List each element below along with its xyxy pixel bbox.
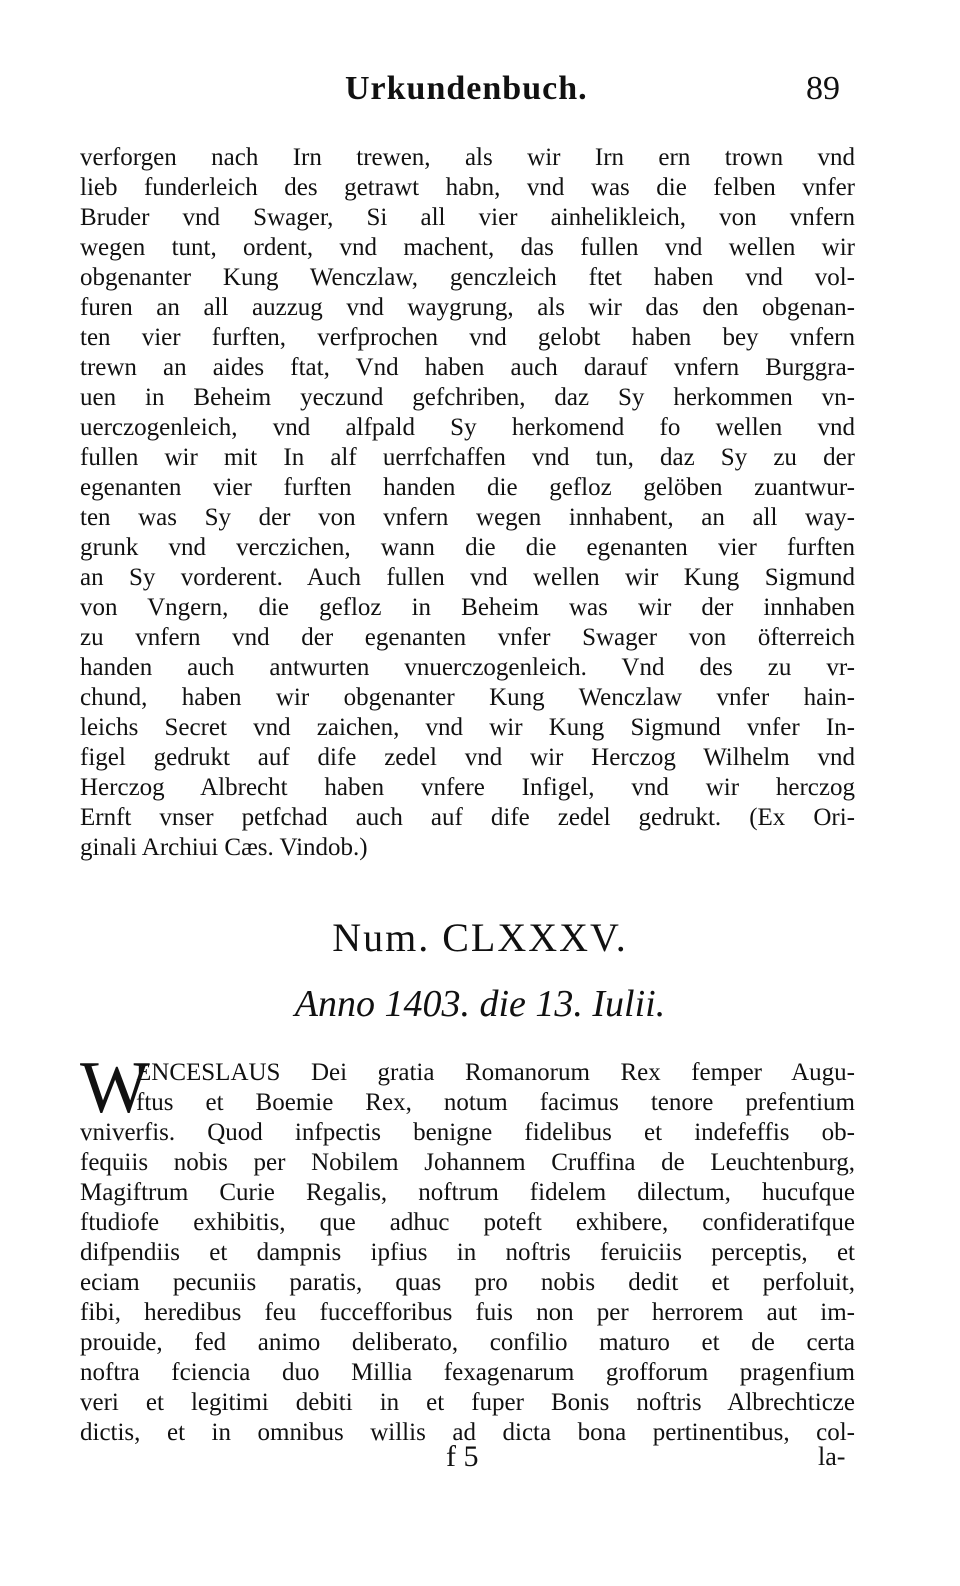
text-line: ten vier furften, verfprochen vnd gelobt haben bey vnfern bbox=[80, 324, 855, 351]
text-line: difpendiis et dampnis ipfius in noftris feruiciis perceptis, et bbox=[80, 1239, 855, 1266]
text-line: ten was Sy der von vnfern wegen innhabent, an all way- bbox=[80, 504, 855, 531]
text-line: obgenanter Kung Wenczlaw, genczleich ftet haben vnd vol- bbox=[80, 264, 855, 291]
text-line: noftra fciencia duo Millia fexagenarum grofforum pragenfium bbox=[80, 1359, 855, 1386]
text-line: ginali Archiui Cæs. Vindob.) bbox=[80, 834, 368, 861]
section-number-heading: Num. CLXXXV. bbox=[332, 915, 628, 960]
text-line: prouide, fed animo deliberato, confilio maturo et de certa bbox=[80, 1329, 855, 1356]
text-line: trewn an aides ftat, Vnd haben auch darauf vnfern Burggra- bbox=[80, 354, 855, 381]
text-line: Herczog Albrecht haben vnfere Infigel, vnd wir herczog bbox=[80, 774, 855, 801]
text-line: Bruder vnd Swager, Si all vier ainhelikleich, von vnfern bbox=[80, 204, 855, 231]
catchword: la- bbox=[818, 1442, 846, 1471]
text-line: vniverfis. Quod infpectis benigne fidelibus et indefeffis ob- bbox=[80, 1119, 855, 1146]
text-line: fequiis nobis per Nobilem Johannem Cruffina de Leuchtenburg, bbox=[80, 1149, 855, 1176]
section-date-heading: Anno 1403. die 13. Iulii. bbox=[294, 983, 666, 1025]
text-line: von Vngern, die gefloz in Beheim was wir der innhaben bbox=[80, 594, 855, 621]
text-line: grunk vnd verczichen, wann die die egenanten vier furften bbox=[80, 534, 855, 561]
text-line: veri et legitimi debiti in et fuper Bonis noftris Albrechticze bbox=[80, 1389, 855, 1416]
document-2-body bbox=[80, 1058, 855, 1448]
page-number: 89 bbox=[806, 70, 840, 107]
text-line: ftudiofe exhibitis, que adhuc poteft exhibere, confideratifque bbox=[80, 1209, 855, 1236]
text-line: fibi, heredibus feu fuccefforibus fuis non per herrorem aut im- bbox=[80, 1299, 855, 1326]
text-line: ENCESLAUS Dei gratia Romanorum Rex femper Augu- bbox=[136, 1059, 855, 1086]
text-line: fullen wir mit In alf uerrfchaffen vnd tun, daz Sy zu der bbox=[80, 444, 855, 471]
drop-cap: W bbox=[80, 1047, 150, 1129]
text-line: eciam pecuniis paratis, quas pro nobis dedit et perfoluit, bbox=[80, 1269, 855, 1296]
text-line: an Sy vorderent. Auch fullen vnd wellen wir Kung Sigmund bbox=[80, 564, 855, 591]
text-line: egenanten vier furften handen die gefloz gelöben zuantwur- bbox=[80, 474, 855, 501]
page-header bbox=[0, 70, 960, 122]
text-line: handen auch antwurten vnuerczogenleich. Vnd des zu vr- bbox=[80, 654, 855, 681]
text-line: figel gedrukt auf dife zedel vnd wir Herczog Wilhelm vnd bbox=[80, 744, 855, 771]
text-line: dictis, et in omnibus willis ad dicta bona pertinentibus, col- bbox=[80, 1419, 855, 1446]
text-line: uerczogenleich, vnd alfpald Sy herkomend fo wellen vnd bbox=[80, 414, 855, 441]
text-line: verforgen nach Irn trewen, als wir Irn ern trown vnd bbox=[80, 144, 855, 171]
text-line: wegen tunt, ordent, vnd machent, das fullen vnd wellen wir bbox=[80, 234, 855, 261]
text-line: Magiftrum Curie Regalis, noftrum fidelem dilectum, hucufque bbox=[80, 1179, 855, 1206]
text-line: leichs Secret vnd zaichen, vnd wir Kung Sigmund vnfer In- bbox=[80, 714, 855, 741]
text-line: lieb funderleich des getrawt habn, vnd was die felben vnfer bbox=[80, 174, 855, 201]
text-line: chund, haben wir obgenanter Kung Wenczlaw vnfer hain- bbox=[80, 684, 855, 711]
printer-signature: f 5 bbox=[446, 1440, 479, 1473]
running-head: Urkundenbuch. bbox=[345, 70, 588, 107]
text-line: zu vnfern vnd der egenanten vnfer Swager von öfterreich bbox=[80, 624, 855, 651]
text-line: uen in Beheim yeczund gefchriben, daz Sy herkommen vn- bbox=[80, 384, 855, 411]
text-line: Ernft vnser petfchad auch auf dife zedel gedrukt. (Ex Ori- bbox=[80, 804, 855, 831]
text-line: ftus et Boemie Rex, notum facimus tenore prefentium bbox=[136, 1089, 855, 1116]
document-1-body bbox=[80, 143, 855, 863]
text-line: furen an all auzzug vnd waygrung, als wir das den obgenan- bbox=[80, 294, 855, 321]
